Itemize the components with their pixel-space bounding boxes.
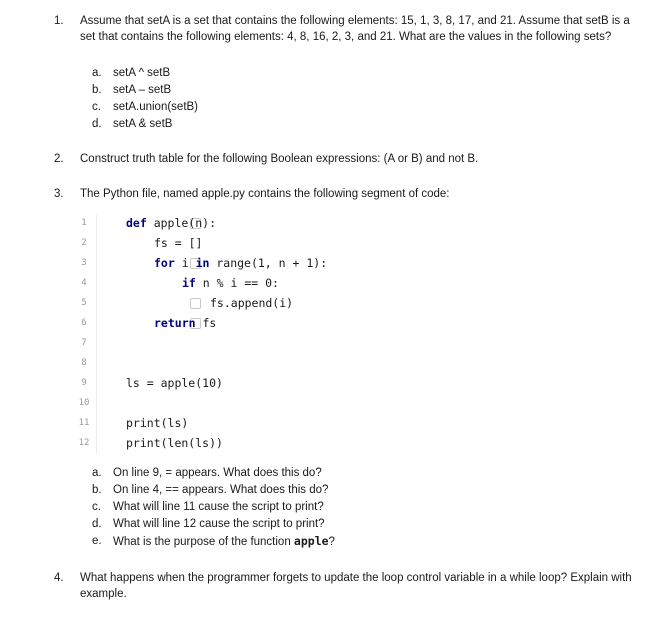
code-rest: print(ls) bbox=[126, 416, 189, 430]
code-rest: range(1, n + 1): bbox=[209, 256, 328, 270]
code-editor bbox=[72, 214, 472, 454]
keyword: in bbox=[195, 256, 210, 270]
line-number: 6 bbox=[81, 318, 87, 328]
item-text-before: What is the purpose of the function bbox=[113, 536, 294, 548]
item-text-after: ? bbox=[328, 536, 335, 548]
function-name: apple bbox=[293, 534, 329, 548]
code-rest: ls = apple(10) bbox=[126, 376, 223, 390]
code-text bbox=[154, 256, 327, 270]
item-letter: b. bbox=[92, 484, 102, 496]
line-number: 1 bbox=[81, 218, 87, 228]
question-text: Assume that setA is a set that contains the following elements: 15, 1, 3, 8, 17, and 21. Assume that setB is a set that contains the following elements: 4, 8, 16, 2, 3, and 21. What are the values in the following sets? bbox=[80, 15, 630, 43]
code-rest: n % i == 0: bbox=[195, 276, 279, 290]
code-text bbox=[126, 416, 188, 430]
line-number: 7 bbox=[81, 338, 87, 348]
line-number: 4 bbox=[81, 278, 87, 288]
item-text: What will line 12 cause the script to print? bbox=[113, 518, 325, 530]
item-letter: c. bbox=[92, 101, 101, 113]
code-rest: apple(n): bbox=[146, 216, 217, 230]
code-rest: fs = [] bbox=[154, 236, 203, 250]
code-text bbox=[154, 236, 202, 250]
question-1 bbox=[36, 13, 636, 45]
fold-marker-icon[interactable] bbox=[190, 298, 200, 308]
item-text: On line 4, == appears. What does this do? bbox=[113, 484, 329, 496]
keyword: def bbox=[126, 216, 147, 230]
code-rest: print(len(ls)) bbox=[126, 436, 223, 450]
line-number: 5 bbox=[81, 298, 87, 308]
question-text: The Python file, named apple.py contains the following segment of code: bbox=[80, 188, 450, 200]
line-number: 8 bbox=[81, 358, 87, 368]
item-text: setA & setB bbox=[113, 118, 173, 130]
line-number: 2 bbox=[81, 238, 87, 248]
code-rest: fs.append(i) bbox=[210, 296, 294, 310]
code-rest: i bbox=[174, 256, 196, 270]
item-text: setA ^ setB bbox=[113, 67, 171, 79]
line-number: 9 bbox=[81, 378, 87, 388]
item-letter: d. bbox=[92, 118, 102, 130]
keyword: for bbox=[154, 256, 175, 270]
keyword: if bbox=[182, 276, 196, 290]
item-letter: d. bbox=[92, 518, 102, 530]
item-text: On line 9, = appears. What does this do? bbox=[113, 467, 322, 479]
line-number: 12 bbox=[78, 438, 90, 448]
code-text bbox=[126, 436, 223, 450]
item-letter: c. bbox=[92, 501, 101, 513]
item-text: setA – setB bbox=[113, 84, 172, 96]
item-text bbox=[113, 533, 335, 550]
question-number: 3. bbox=[54, 188, 64, 200]
question-4 bbox=[36, 570, 636, 602]
question-number: 2. bbox=[54, 153, 64, 165]
line-number: 11 bbox=[78, 418, 90, 428]
item-letter: b. bbox=[92, 84, 102, 96]
code-text bbox=[210, 296, 293, 310]
code-text bbox=[126, 376, 223, 390]
item-letter: e. bbox=[92, 535, 102, 547]
code-text bbox=[182, 276, 279, 290]
item-letter: a. bbox=[92, 467, 102, 479]
question-2 bbox=[36, 151, 636, 167]
question-number: 1. bbox=[54, 15, 64, 27]
question-number: 4. bbox=[54, 572, 64, 584]
line-number: 10 bbox=[78, 398, 90, 408]
item-text: setA.union(setB) bbox=[113, 101, 199, 113]
question-text: Construct truth table for the following Boolean expressions: (A or B) and not B. bbox=[80, 153, 479, 165]
code-rest: fs bbox=[195, 316, 217, 330]
keyword: return bbox=[154, 316, 196, 330]
code-text bbox=[154, 316, 216, 330]
code-text bbox=[126, 216, 216, 230]
item-letter: a. bbox=[92, 67, 102, 79]
question-3 bbox=[36, 186, 636, 202]
question-text: What happens when the programmer forgets to update the loop control variable in a while loop? Explain with example. bbox=[80, 572, 632, 600]
item-text: What will line 11 cause the script to print? bbox=[113, 501, 324, 513]
gutter-divider bbox=[96, 214, 97, 454]
line-number: 3 bbox=[81, 258, 87, 268]
